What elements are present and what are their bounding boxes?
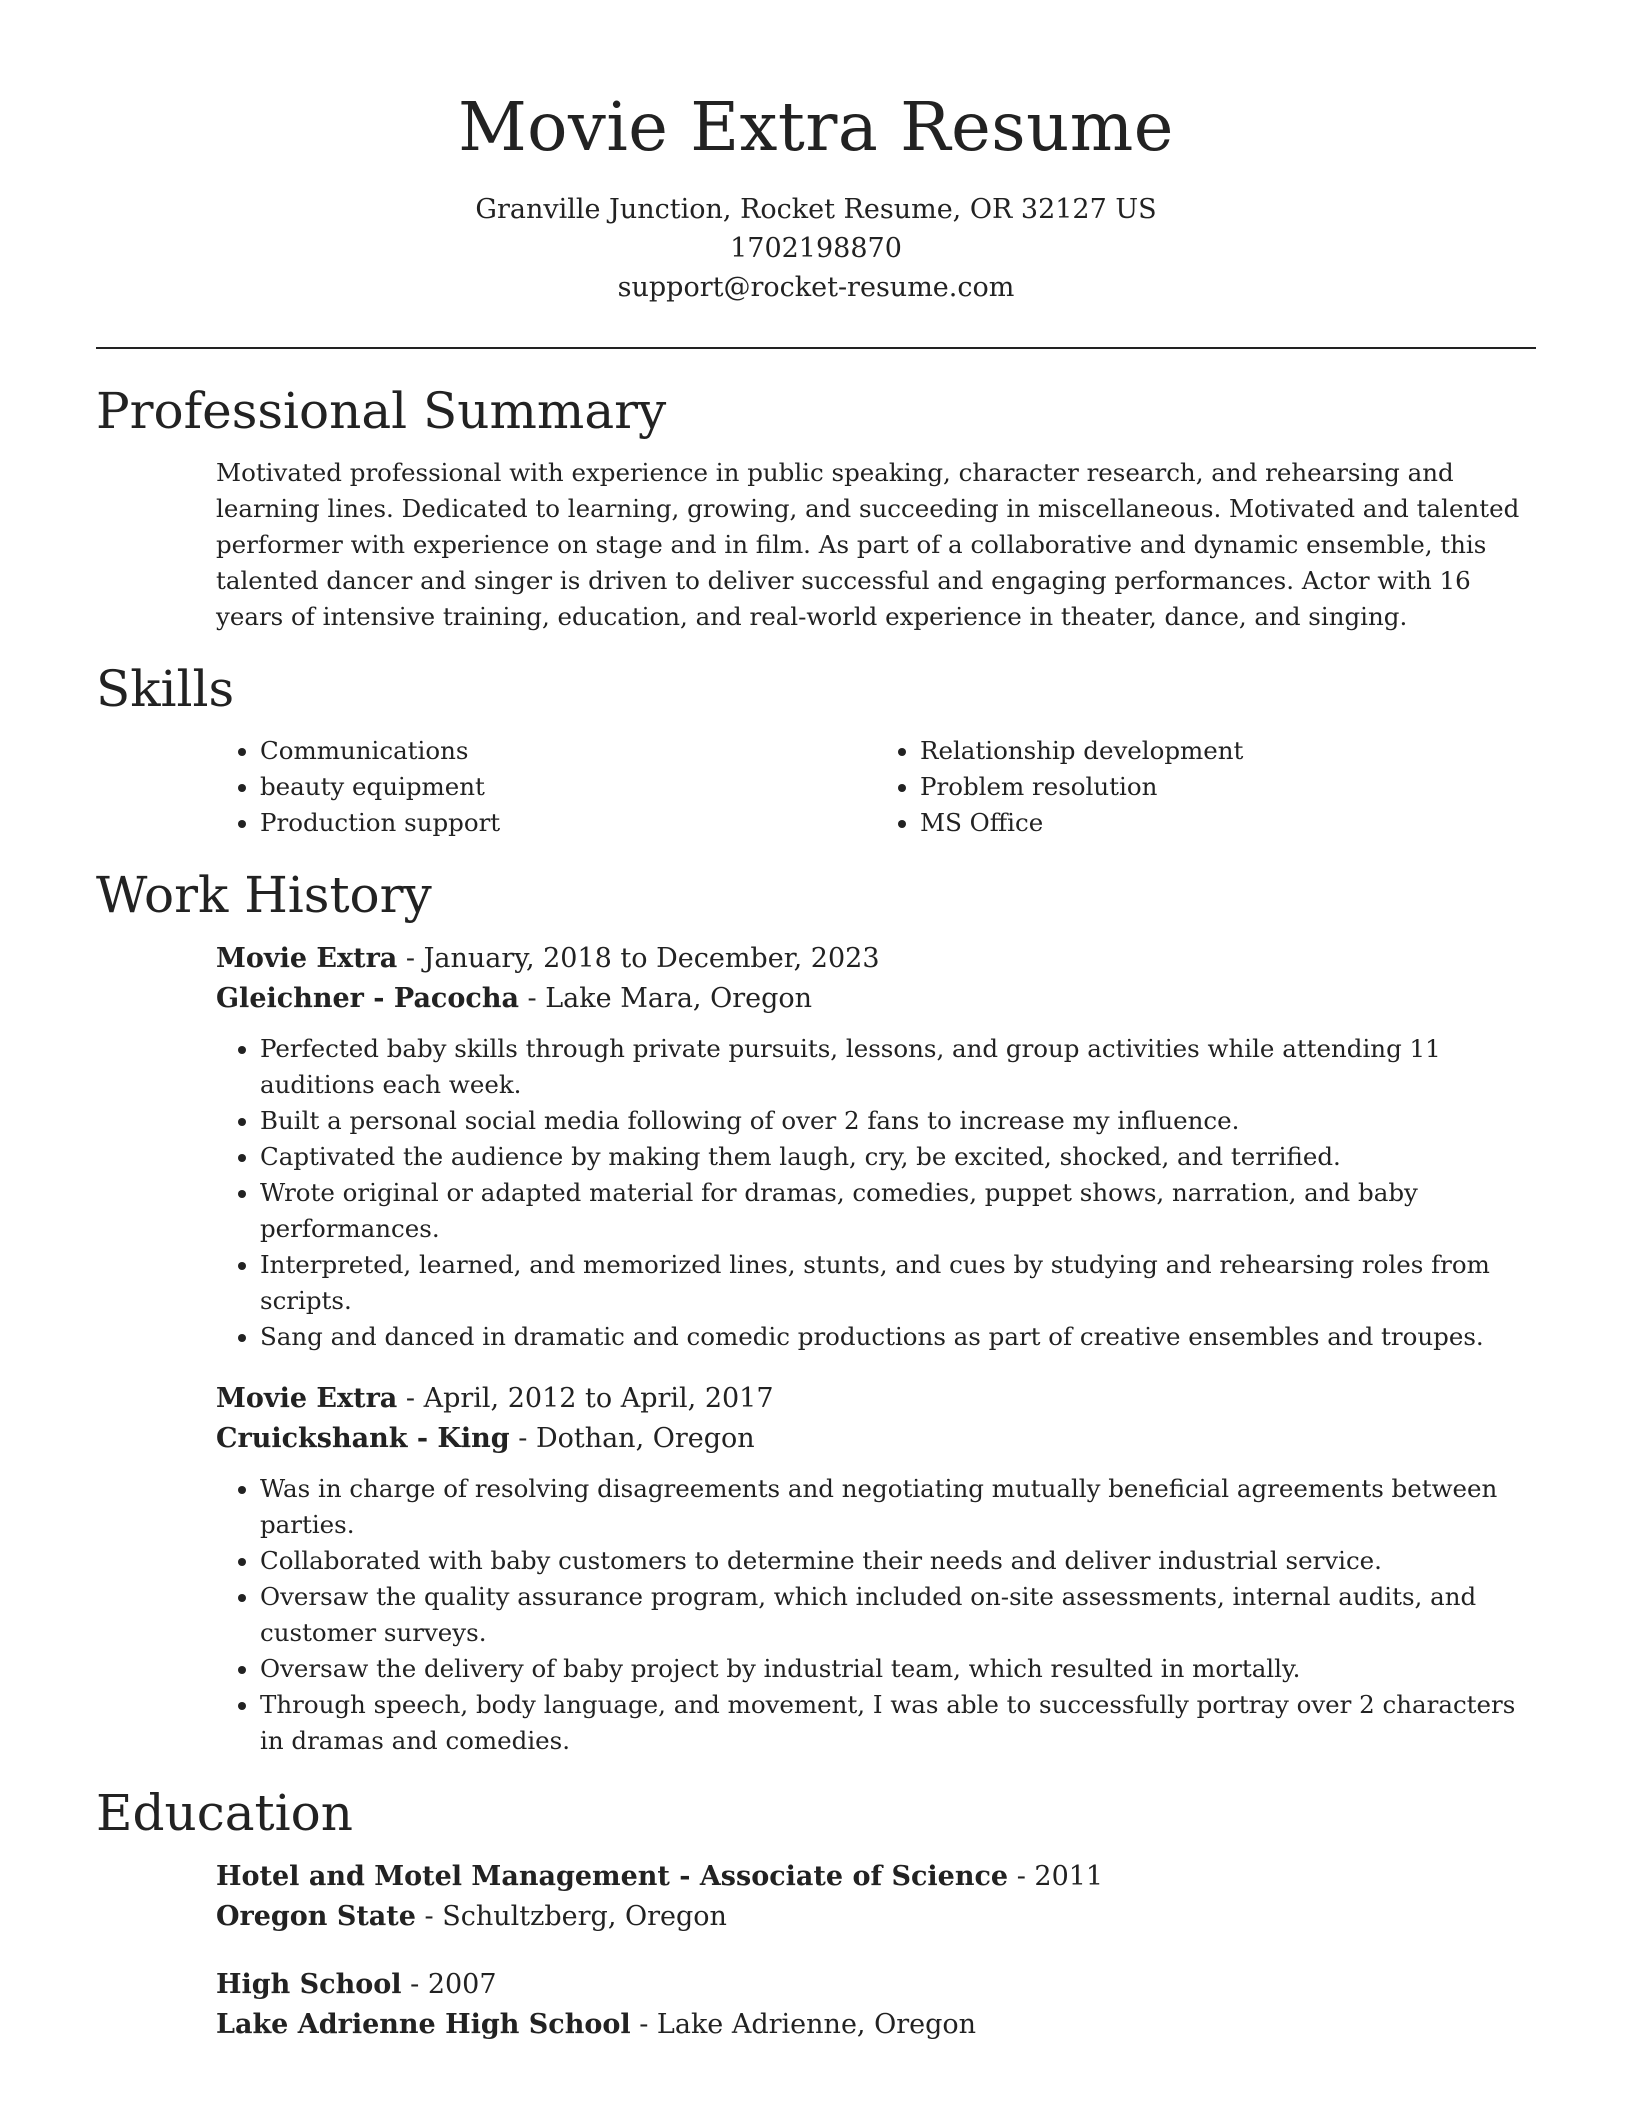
job-bullet: • Perfected baby skills through private pursuits, lessons, and group activities while attending 11 auditions each week. <box>260 1031 1536 1103</box>
job-bullet: • Built a personal social media following of over 2 fans to increase my influence. <box>260 1103 1536 1139</box>
job-location: - Dothan, Oregon <box>509 1423 755 1454</box>
summary-section <box>96 379 1536 635</box>
skill-item: • beauty equipment <box>260 769 876 805</box>
degree-line <box>216 1965 1536 2005</box>
company-name: Cruickshank - King <box>216 1423 510 1454</box>
phone-text: 1702198870 <box>730 233 902 264</box>
work-history-section <box>96 863 1536 1759</box>
contact-block <box>96 190 1536 307</box>
job-bullets <box>216 1471 1536 1759</box>
email-text: support@rocket-resume.com <box>617 272 1015 303</box>
graduation-year: - 2007 <box>401 1969 497 2000</box>
skills-heading: Skills <box>96 660 235 718</box>
degree-name: Hotel and Motel Management - Associate of Science <box>216 1861 1009 1892</box>
school-location: - Schultzberg, Oregon <box>415 1901 727 1932</box>
education-heading: Education <box>96 1784 353 1842</box>
work-history-heading: Work History <box>96 866 432 924</box>
job-title: Movie Extra <box>216 1383 398 1414</box>
job-bullet: • Sang and danced in dramatic and comedic productions as part of creative ensembles and troupes. <box>260 1319 1536 1355</box>
job-location: - Lake Mara, Oregon <box>518 983 813 1014</box>
skill-item: • Communications <box>260 733 876 769</box>
job-title-line <box>216 1379 1536 1419</box>
job-bullet: • Through speech, body language, and movement, I was able to successfully portray over 2 characters in dramas and comedies. <box>260 1687 1536 1759</box>
job-bullet: • Wrote original or adapted material for dramas, comedies, puppet shows, narration, and baby performances. <box>260 1175 1536 1247</box>
address-text: Granville Junction, Rocket Resume, OR 32127 US <box>475 194 1157 225</box>
job-bullet: • Oversaw the quality assurance program, which included on-site assessments, internal audits, and customer surveys. <box>260 1579 1536 1651</box>
company-name: Gleichner - Pacocha <box>216 983 519 1014</box>
job-bullet: • Captivated the audience by making them laugh, cry, be excited, shocked, and terrified. <box>260 1139 1536 1175</box>
degree-line <box>216 1857 1536 1897</box>
graduation-year: - 2011 <box>1008 1861 1104 1892</box>
degree-name: High School <box>216 1969 402 2000</box>
skills-column-left <box>216 733 876 841</box>
job-bullet: • Oversaw the delivery of baby project by industrial team, which resulted in mortally. <box>260 1651 1536 1687</box>
job-entry <box>216 939 1536 1355</box>
skills-section <box>96 657 1536 841</box>
job-dates: - April, 2012 to April, 2017 <box>397 1383 774 1414</box>
education-section <box>96 1781 1536 2045</box>
job-title: Movie Extra <box>216 943 398 974</box>
skills-list <box>216 733 1536 841</box>
skill-item: • MS Office <box>920 805 1536 841</box>
job-company-line <box>216 979 1536 1019</box>
school-name: Oregon State <box>216 1901 416 1932</box>
skill-item: • Relationship development <box>920 733 1536 769</box>
summary-text: Motivated professional with experience in public speaking, character research, and rehearsing and learning lines. Dedicated to learning, growing, and succeeding in miscellaneous. Motivated and talented performer with experience on stage and in film. As part of a collaborative and dynamic ensemble, this talented dancer and singer is driven to deliver successful and engaging performances. Actor with 16 years of intensive training, education, and real-world experience in theater, dance, and singing. <box>216 458 1520 631</box>
school-line <box>216 2005 1536 2045</box>
resume-title: Movie Extra Resume <box>458 88 1174 166</box>
skill-item: • Problem resolution <box>920 769 1536 805</box>
job-company-line <box>216 1419 1536 1459</box>
job-entry <box>216 1379 1536 1759</box>
header-divider <box>96 347 1536 349</box>
job-title-line <box>216 939 1536 979</box>
skill-item: • Production support <box>260 805 876 841</box>
job-bullets <box>216 1031 1536 1355</box>
school-name: Lake Adrienne High School <box>216 2009 631 2040</box>
job-dates: - January, 2018 to December, 2023 <box>397 943 880 974</box>
education-entry <box>216 1857 1536 1937</box>
job-bullet: • Was in charge of resolving disagreements and negotiating mutually beneficial agreements between parties. <box>260 1471 1536 1543</box>
education-entry <box>216 1965 1536 2045</box>
job-bullet: • Collaborated with baby customers to determine their needs and deliver industrial service. <box>260 1543 1536 1579</box>
job-bullet: • Interpreted, learned, and memorized lines, stunts, and cues by studying and rehearsing roles from scripts. <box>260 1247 1536 1319</box>
skills-column-right <box>876 733 1536 841</box>
school-location: - Lake Adrienne, Oregon <box>630 2009 977 2040</box>
school-line <box>216 1897 1536 1937</box>
resume-header <box>96 0 1536 307</box>
summary-heading: Professional Summary <box>96 382 667 440</box>
